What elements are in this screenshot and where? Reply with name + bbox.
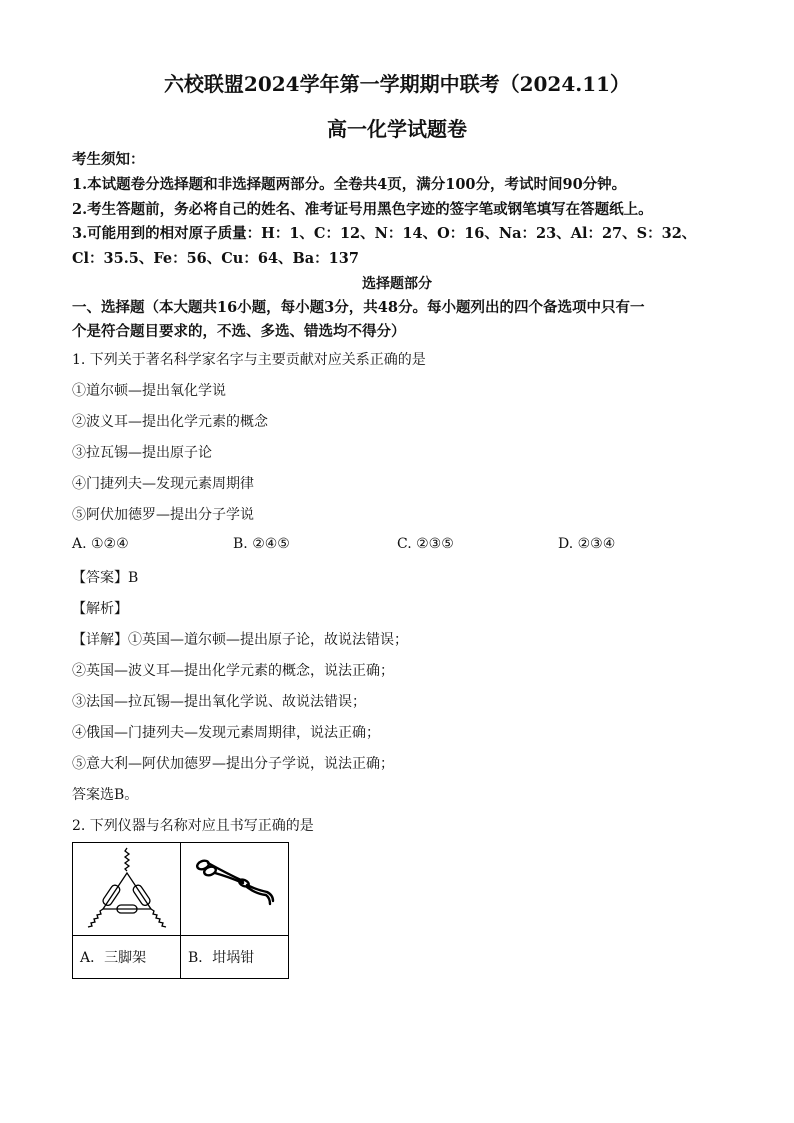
exam-subtitle: 高一化学试题卷	[327, 117, 467, 141]
q1-statement-3: ③拉瓦锡—提出原子论	[72, 445, 212, 461]
q1-statement-4: ④门捷列夫—发现元素周期律	[72, 476, 254, 492]
q1-detail-2: ②英国—波义耳—提出化学元素的概念，说法正确；	[72, 663, 394, 679]
q1-analysis-label: 【解析】	[72, 601, 128, 617]
q2-cell-image-b	[181, 843, 289, 936]
q1-statement-5: ⑤阿伏加德罗—提出分子学说	[72, 507, 254, 523]
q2-cell-image-a	[73, 843, 181, 936]
section-instruction-2: 个是符合题目要求的，不选、多选、错选均不得分）	[72, 323, 406, 340]
q2-stem: 2. 下列仪器与名称对应且书写正确的是	[72, 818, 314, 834]
q1-detail-4: ④俄国—门捷列夫—发现元素周期律，说法正确；	[72, 725, 380, 741]
q2-option-b-label: B．坩埚钳	[181, 936, 289, 979]
q1-option-a: A. ①②④	[72, 536, 129, 552]
q1-conclusion: 答案选B。	[72, 787, 139, 803]
q1-option-b: B. ②④⑤	[233, 536, 290, 552]
q1-statement-2: ②波义耳—提出化学元素的概念	[72, 414, 268, 430]
q1-stem: 1. 下列关于著名科学家名字与主要贡献对应关系正确的是	[72, 352, 426, 368]
q1-answer: 【答案】B	[72, 570, 139, 586]
notice-item-1: 1.本试题卷分选择题和非选择题两部分。全卷共4页，满分100分，考试时间90分钟。	[72, 176, 627, 193]
clay-triangle-icon	[73, 843, 180, 935]
q1-option-d: D. ②③④	[558, 536, 616, 552]
exam-title: 六校联盟2024学年第一学期期中联考（2024.11）	[163, 72, 631, 96]
crucible-tongs-icon	[181, 843, 288, 935]
q1-detail-3: ③法国—拉瓦锡—提出氧化学说、故说法错误；	[72, 694, 366, 710]
q1-detail-5: ⑤意大利—阿伏加德罗—提出分子学说，说法正确；	[72, 756, 394, 772]
q1-statement-1: ①道尔顿—提出氧化学说	[72, 383, 226, 399]
q1-option-c: C. ②③⑤	[397, 536, 454, 552]
section-instruction-1: 一、选择题（本大题共16小题，每小题3分，共48分。每小题列出的四个备选项中只有一	[72, 299, 645, 316]
notice-item-3-cont: Cl：35.5、Fe：56、Cu：64、Ba：137	[72, 250, 359, 267]
q2-instrument-table	[72, 842, 289, 979]
q1-detail-1: 【详解】①英国—道尔顿—提出原子论，故说法错误；	[72, 632, 408, 648]
notice-item-3: 3.可能用到的相对原子质量：H：1、C：12、N：14、O：16、Na：23、Al：27、S：32、	[72, 225, 697, 242]
section-title: 选择题部分	[362, 276, 432, 292]
notice-heading: 考生须知：	[72, 151, 145, 168]
notice-item-2: 2.考生答题前，务必将自己的姓名、准考证号用黑色字迹的签字笔或钢笔填写在答题纸上。	[72, 201, 653, 218]
q2-option-a-label: A．三脚架	[73, 936, 181, 979]
